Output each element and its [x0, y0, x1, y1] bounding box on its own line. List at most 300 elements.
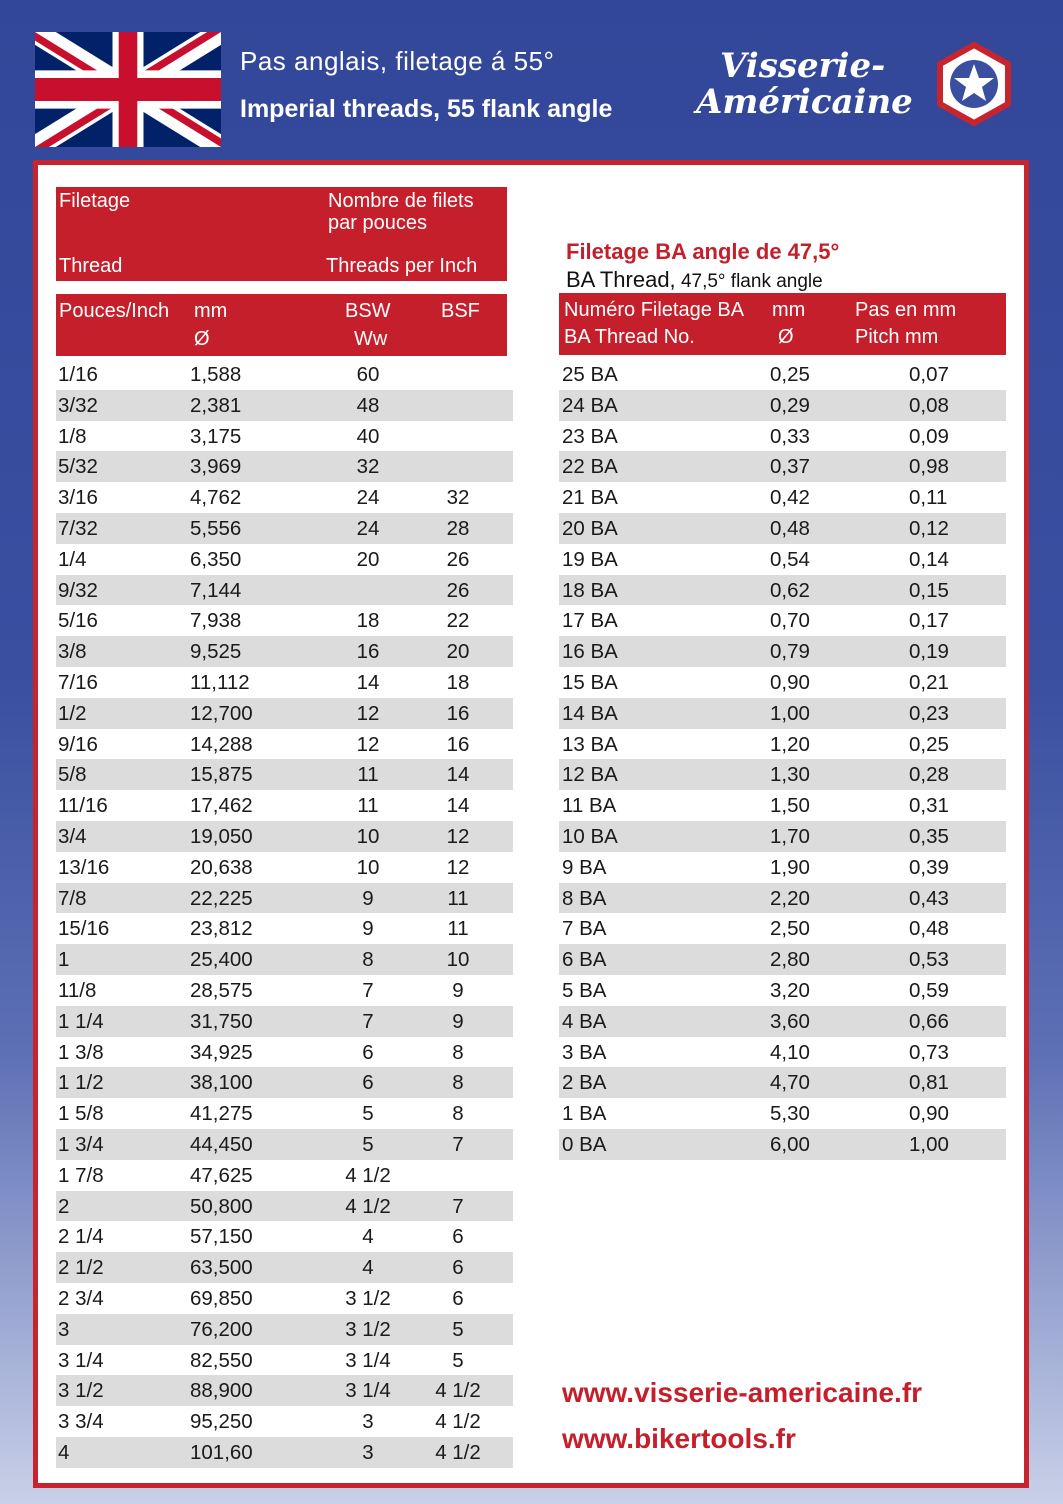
col-diameter: Ø [194, 328, 210, 350]
cell-inch: 1 3/8 [58, 1040, 104, 1064]
table-row [559, 636, 1006, 667]
cell-ba-mm: 5,30 [770, 1102, 810, 1126]
table-row [56, 1437, 513, 1468]
cell-inch: 7/16 [58, 670, 98, 694]
content-panel [33, 160, 1029, 1488]
cell-ba-mm: 4,10 [770, 1040, 810, 1064]
cell-inch: 2 [58, 1194, 70, 1218]
cell-ba-mm: 0,79 [770, 640, 810, 664]
cell-ba-number: 25 BA [562, 363, 618, 386]
cell-mm: 63,500 [190, 1256, 253, 1280]
cell-mm: 2,381 [190, 393, 242, 417]
group-right-en: Threads per Inch [326, 255, 478, 277]
cell-mm: 9,525 [190, 640, 242, 664]
table-row [559, 975, 1006, 1006]
imperial-column-header [56, 294, 507, 356]
col-mm: mm [194, 300, 228, 322]
cell-mm: 38,100 [190, 1071, 253, 1095]
col-bsw: BSW [345, 300, 391, 322]
website-link-visserie[interactable]: www.visserie-americaine.fr [562, 1377, 923, 1408]
table-row [56, 451, 513, 482]
cell-bsw: 12 [356, 732, 380, 756]
table-row [559, 759, 1006, 790]
table-row [56, 759, 513, 790]
cell-ba-number: 13 BA [562, 732, 618, 756]
table-row [559, 729, 1006, 760]
cell-inch: 3 1/4 [58, 1348, 104, 1372]
cell-ba-mm: 2,20 [770, 886, 810, 910]
cell-ba-number: 22 BA [562, 455, 618, 479]
cell-ba-number: 23 BA [562, 424, 618, 448]
table-row [56, 944, 513, 975]
cell-mm: 76,200 [190, 1317, 253, 1341]
table-row [559, 913, 1006, 944]
cell-mm: 57,150 [190, 1225, 253, 1249]
cell-ba-number: 19 BA [562, 547, 618, 571]
cell-inch: 5/8 [58, 763, 87, 787]
ba-col-no-en: BA Thread No. [564, 326, 695, 348]
cell-ba-number: 9 BA [562, 855, 607, 879]
cell-mm: 31,750 [190, 1009, 253, 1033]
cell-ba-pitch: 0,31 [909, 794, 949, 818]
cell-ba-mm: 3,20 [770, 978, 810, 1002]
cell-ba-number: 17 BA [562, 609, 618, 633]
table-row [56, 390, 513, 421]
cell-mm: 20,638 [190, 855, 253, 879]
cell-inch: 11/16 [58, 794, 108, 818]
cell-bsw: 9 [362, 917, 374, 941]
cell-bsf: 14 [446, 763, 470, 787]
cell-mm: 41,275 [190, 1102, 253, 1126]
cell-inch: 1/8 [58, 424, 87, 448]
cell-bsf: 8 [452, 1102, 464, 1126]
cell-mm: 6,350 [190, 547, 242, 571]
cell-bsw: 9 [362, 886, 374, 910]
cell-ba-pitch: 0,73 [909, 1040, 949, 1064]
cell-bsw: 3 1/2 [345, 1286, 391, 1310]
cell-ba-number: 8 BA [562, 886, 607, 910]
table-row [56, 1037, 513, 1068]
cell-bsf: 10 [446, 948, 470, 972]
table-row [56, 575, 513, 606]
table-row [559, 1098, 1006, 1129]
table-row [56, 1406, 513, 1437]
cell-ba-pitch: 0,39 [909, 855, 949, 879]
cell-ba-mm: 2,80 [770, 948, 810, 972]
cell-bsw: 24 [356, 486, 380, 510]
cell-inch: 3/8 [58, 640, 87, 664]
ba-col-pitch-en: Pitch mm [855, 326, 939, 348]
cell-bsf: 14 [446, 794, 470, 818]
cell-mm: 34,925 [190, 1040, 253, 1064]
cell-bsw: 5 [362, 1102, 374, 1126]
table-row [56, 913, 513, 944]
cell-bsf: 12 [446, 855, 470, 879]
cell-inch: 1 7/8 [58, 1163, 104, 1187]
cell-bsw: 10 [356, 824, 380, 848]
cell-ba-number: 10 BA [562, 824, 618, 848]
cell-bsw: 8 [362, 948, 374, 972]
cell-bsw: 7 [362, 978, 374, 1002]
table-row [56, 1006, 513, 1037]
cell-bsw: 4 1/2 [345, 1163, 391, 1187]
cell-mm: 25,400 [190, 948, 253, 972]
table-row [56, 1283, 513, 1314]
cell-inch: 15/16 [58, 917, 110, 941]
ba-col-mm: mm [772, 299, 806, 321]
cell-bsw: 6 [362, 1040, 374, 1064]
table-row [56, 1345, 513, 1376]
cell-mm: 19,050 [190, 824, 253, 848]
cell-bsf: 7 [452, 1132, 464, 1156]
cell-ba-pitch: 0,81 [909, 1071, 949, 1095]
cell-ba-pitch: 0,35 [909, 824, 949, 848]
cell-ba-number: 3 BA [562, 1040, 607, 1064]
table-row [559, 790, 1006, 821]
table-row [559, 1067, 1006, 1098]
cell-inch: 3/16 [58, 486, 98, 510]
cell-inch: 1 1/4 [58, 1009, 104, 1033]
cell-bsf: 28 [446, 516, 470, 540]
cell-ba-number: 18 BA [562, 578, 618, 602]
cell-ba-pitch: 0,53 [909, 948, 949, 972]
cell-bsw: 20 [356, 547, 380, 571]
cell-bsf: 4 1/2 [435, 1379, 481, 1403]
cell-bsw: 10 [356, 855, 380, 879]
cell-inch: 7/8 [58, 886, 87, 910]
table-row [559, 944, 1006, 975]
ba-title: Filetage BA angle de 47,5° [566, 239, 840, 264]
cell-ba-mm: 1,00 [770, 701, 810, 725]
cell-inch: 1 3/4 [58, 1132, 104, 1156]
cell-ba-mm: 0,70 [770, 609, 810, 633]
table-row [559, 883, 1006, 914]
cell-ba-mm: 1,70 [770, 824, 810, 848]
cell-mm: 69,850 [190, 1286, 253, 1310]
cell-mm: 28,575 [190, 978, 253, 1002]
cell-ba-mm: 4,70 [770, 1071, 810, 1095]
cell-ba-mm: 0,42 [770, 486, 810, 510]
cell-ba-mm: 0,25 [770, 363, 810, 386]
cell-inch: 1 1/2 [58, 1071, 104, 1095]
cell-mm: 14,288 [190, 732, 253, 756]
cell-bsw: 4 [362, 1225, 374, 1249]
cell-bsw: 7 [362, 1009, 374, 1033]
cell-ba-mm: 0,54 [770, 547, 810, 571]
group-right-fr-2: par pouces [328, 212, 427, 234]
cell-inch: 2 3/4 [58, 1286, 104, 1310]
cell-ba-number: 4 BA [562, 1009, 607, 1033]
table-row [559, 852, 1006, 883]
table-row [559, 390, 1006, 421]
cell-mm: 11,112 [190, 670, 250, 694]
cell-ba-number: 16 BA [562, 640, 618, 664]
cell-bsf: 4 1/2 [435, 1440, 481, 1464]
cell-ba-mm: 0,62 [770, 578, 810, 602]
cell-ba-number: 11 BA [562, 794, 617, 818]
cell-ba-pitch: 0,12 [909, 516, 949, 540]
star-badge-icon [936, 42, 1012, 126]
cell-mm: 5,556 [190, 516, 242, 540]
cell-inch: 1/2 [58, 701, 87, 725]
cell-ba-pitch: 0,15 [909, 578, 949, 602]
cell-ba-pitch: 0,98 [909, 455, 949, 479]
cell-inch: 13/16 [58, 855, 110, 879]
cell-ba-mm: 0,33 [770, 424, 810, 448]
cell-bsf: 9 [452, 1009, 464, 1033]
cell-mm: 88,900 [190, 1379, 253, 1403]
cell-bsf: 11 [447, 917, 469, 941]
table-row [56, 852, 513, 883]
cell-bsw: 6 [362, 1071, 374, 1095]
cell-ba-pitch: 0,11 [909, 486, 948, 510]
cell-bsw: 32 [356, 455, 380, 479]
cell-inch: 3/4 [58, 824, 87, 848]
cell-ba-number: 15 BA [562, 670, 618, 694]
cell-bsw: 11 [357, 794, 379, 818]
cell-bsf: 8 [452, 1071, 464, 1095]
cell-inch: 3 1/2 [58, 1379, 104, 1403]
cell-mm: 7,938 [190, 609, 242, 633]
table-row [56, 1191, 513, 1222]
table-row [56, 1160, 513, 1191]
cell-bsw: 14 [356, 670, 380, 694]
cell-ba-number: 5 BA [562, 978, 607, 1002]
cell-mm: 47,625 [190, 1163, 253, 1187]
cell-inch: 3/32 [58, 393, 98, 417]
ba-subtitle-main: BA Thread, [566, 267, 676, 292]
table-row [56, 1252, 513, 1283]
cell-mm: 101,60 [190, 1440, 253, 1464]
table-row [56, 513, 513, 544]
cell-mm: 22,225 [190, 886, 253, 910]
cell-bsw: 4 1/2 [345, 1194, 391, 1218]
table-row [56, 698, 513, 729]
cell-inch: 1 [58, 948, 70, 972]
brand-logo [690, 40, 1020, 130]
cell-inch: 4 [58, 1440, 70, 1464]
table-row [56, 636, 513, 667]
imperial-group-header [56, 187, 507, 281]
table-row [56, 883, 513, 914]
table-row [559, 1037, 1006, 1068]
cell-bsf: 4 1/2 [435, 1410, 481, 1434]
cell-bsf: 18 [446, 670, 470, 694]
cell-bsw: 3 [362, 1440, 374, 1464]
cell-ba-pitch: 0,48 [909, 917, 949, 941]
group-left-en: Thread [59, 255, 123, 277]
ba-subtitle [566, 267, 823, 293]
table-row [559, 821, 1006, 852]
cell-bsw: 4 [362, 1256, 374, 1280]
cell-ba-mm: 3,60 [770, 1009, 810, 1033]
cell-inch: 3 3/4 [58, 1410, 104, 1434]
table-row [559, 667, 1006, 698]
cell-ba-number: 14 BA [562, 701, 618, 725]
table-row [559, 698, 1006, 729]
cell-bsf: 11 [447, 886, 469, 910]
cell-ba-mm: 1,90 [770, 855, 810, 879]
logo-text-line1: Visserie- [720, 46, 886, 86]
logo-text-line2: Américaine [696, 82, 913, 122]
table-row [56, 667, 513, 698]
cell-inch: 7/32 [58, 516, 98, 540]
cell-bsw: 3 [362, 1410, 374, 1434]
table-row [56, 544, 513, 575]
cell-bsw: 5 [362, 1132, 374, 1156]
cell-bsf: 8 [452, 1040, 464, 1064]
group-right-fr-1: Nombre de filets [328, 190, 474, 212]
imperial-table [56, 359, 513, 1468]
table-row [559, 544, 1006, 575]
table-row [56, 421, 513, 452]
cell-mm: 50,800 [190, 1194, 253, 1218]
cell-bsf: 16 [446, 701, 470, 725]
table-row [559, 1129, 1006, 1160]
cell-mm: 95,250 [190, 1410, 253, 1434]
cell-ba-pitch: 0,08 [909, 393, 949, 417]
group-left-fr: Filetage [59, 190, 131, 212]
cell-ba-pitch: 0,59 [909, 978, 949, 1002]
cell-ba-pitch: 0,28 [909, 763, 949, 787]
cell-ba-mm: 0,37 [770, 455, 810, 479]
cell-ba-mm: 6,00 [770, 1132, 810, 1156]
table-row [56, 1221, 513, 1252]
cell-inch: 1/16 [58, 363, 98, 386]
cell-ba-mm: 1,50 [770, 794, 810, 818]
cell-bsf: 12 [446, 824, 470, 848]
cell-bsf: 26 [446, 547, 470, 571]
union-jack-flag [35, 32, 221, 147]
cell-ba-pitch: 0,90 [909, 1102, 949, 1126]
cell-ba-pitch: 0,19 [909, 640, 949, 664]
cell-bsw: 11 [357, 763, 379, 787]
cell-ba-pitch: 0,25 [909, 732, 949, 756]
col-ww: Ww [354, 328, 388, 350]
cell-inch: 1/4 [58, 547, 87, 571]
ba-column-header [559, 293, 1006, 355]
cell-bsf: 22 [446, 609, 470, 633]
table-row [56, 1129, 513, 1160]
cell-ba-number: 21 BA [562, 486, 618, 510]
cell-mm: 4,762 [190, 486, 242, 510]
table-row [559, 482, 1006, 513]
cell-inch: 11/8 [58, 978, 97, 1002]
cell-mm: 44,450 [190, 1132, 253, 1156]
cell-bsw: 3 1/2 [345, 1317, 391, 1341]
cell-ba-mm: 2,50 [770, 917, 810, 941]
cell-ba-pitch: 0,17 [909, 609, 949, 633]
cell-ba-number: 1 BA [562, 1102, 607, 1126]
cell-ba-pitch: 0,21 [909, 670, 949, 694]
table-row [56, 729, 513, 760]
cell-mm: 7,144 [190, 578, 242, 602]
cell-bsf: 32 [446, 486, 470, 510]
table-row [559, 451, 1006, 482]
cell-ba-pitch: 0,43 [909, 886, 949, 910]
header-title-en: Imperial threads, 55 flank angle [240, 95, 613, 123]
cell-ba-number: 7 BA [562, 917, 607, 941]
cell-ba-mm: 0,29 [770, 393, 810, 417]
cell-bsf: 26 [446, 578, 470, 602]
ba-col-diameter: Ø [778, 326, 794, 348]
cell-bsf: 6 [452, 1225, 464, 1249]
table-row [56, 821, 513, 852]
cell-mm: 17,462 [190, 794, 253, 818]
cell-bsw: 3 1/4 [345, 1379, 391, 1403]
cell-inch: 2 1/4 [58, 1225, 104, 1249]
table-row [56, 1067, 513, 1098]
table-row [56, 1375, 513, 1406]
cell-bsf: 20 [446, 640, 470, 664]
cell-bsw: 18 [356, 609, 380, 633]
cell-bsf: 6 [452, 1286, 464, 1310]
cell-bsw: 60 [356, 363, 380, 386]
cell-ba-pitch: 0,66 [909, 1009, 949, 1033]
cell-bsf: 5 [452, 1317, 464, 1341]
cell-mm: 1,588 [190, 363, 242, 386]
cell-mm: 12,700 [190, 701, 253, 725]
cell-bsw: 24 [356, 516, 380, 540]
table-row [56, 359, 513, 390]
table-row [559, 605, 1006, 636]
cell-mm: 15,875 [190, 763, 253, 787]
table-row [56, 790, 513, 821]
header-title-fr: Pas anglais, filetage á 55° [240, 46, 555, 76]
table-row [559, 421, 1006, 452]
cell-bsw: 12 [356, 701, 380, 725]
table-row [56, 975, 513, 1006]
cell-ba-number: 0 BA [562, 1132, 607, 1156]
cell-inch: 9/32 [58, 578, 98, 602]
cell-inch: 3 [58, 1317, 70, 1341]
ba-col-no-fr: Numéro Filetage BA [564, 299, 745, 321]
cell-ba-number: 2 BA [562, 1071, 607, 1095]
cell-ba-number: 20 BA [562, 516, 618, 540]
table-row [56, 605, 513, 636]
website-link-bikertools[interactable]: www.bikertools.fr [562, 1423, 796, 1454]
cell-bsf: 9 [452, 978, 464, 1002]
cell-mm: 82,550 [190, 1348, 253, 1372]
table-row [559, 513, 1006, 544]
cell-mm: 23,812 [190, 917, 253, 941]
cell-bsw: 3 1/4 [345, 1348, 391, 1372]
cell-bsf: 16 [446, 732, 470, 756]
table-row [56, 1098, 513, 1129]
ba-table [559, 359, 1006, 1160]
cell-ba-number: 12 BA [562, 763, 618, 787]
cell-bsw: 48 [356, 393, 380, 417]
table-row [559, 359, 1006, 390]
cell-inch: 2 1/2 [58, 1256, 104, 1280]
table-row [56, 1314, 513, 1345]
cell-mm: 3,969 [190, 455, 242, 479]
cell-ba-number: 6 BA [562, 948, 607, 972]
cell-ba-mm: 1,20 [770, 732, 810, 756]
cell-inch: 5/16 [58, 609, 98, 633]
col-inch: Pouces/Inch [59, 300, 170, 322]
cell-bsf: 5 [452, 1348, 464, 1372]
cell-bsf: 6 [452, 1256, 464, 1280]
cell-inch: 5/32 [58, 455, 98, 479]
cell-bsw: 40 [356, 424, 380, 448]
table-row [559, 575, 1006, 606]
cell-ba-pitch: 0,23 [909, 701, 949, 725]
col-bsf: BSF [441, 300, 480, 322]
cell-inch: 9/16 [58, 732, 98, 756]
cell-ba-mm: 0,90 [770, 670, 810, 694]
cell-ba-number: 24 BA [562, 393, 618, 417]
